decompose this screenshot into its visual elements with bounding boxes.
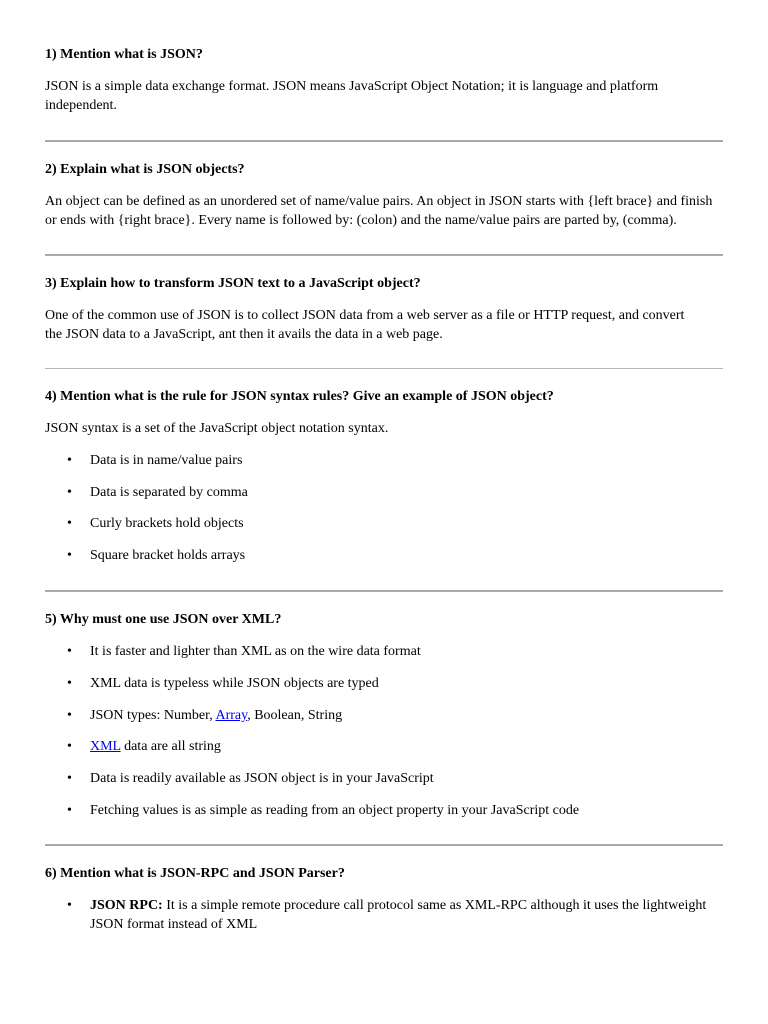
section-divider [45, 368, 723, 369]
section-4 [45, 387, 725, 565]
list-item: • XML data are all string [67, 739, 221, 754]
list-item: • Fetching values is as simple as reading from an object property in your JavaScript code [67, 803, 580, 818]
answer-paragraph: JSON is a simple data exchange format. JSON means JavaScript Object Notation; it is language and platform independent. [45, 79, 659, 113]
bullet-icon: • [67, 644, 72, 659]
answer-paragraph: JSON syntax is a set of the JavaScript object notation syntax. [45, 421, 389, 436]
question-heading: 2) Explain what is JSON objects? [45, 162, 245, 177]
section-3 [45, 274, 725, 344]
list-item: • JSON types: Number, Array, Boolean, String [67, 708, 343, 723]
xml-link[interactable]: XML [90, 739, 121, 754]
term-label: JSON RPC: [90, 898, 163, 913]
bullet-list [45, 642, 725, 820]
bullet-icon: • [67, 803, 72, 818]
bullet-icon: • [67, 739, 72, 754]
section-divider [45, 844, 723, 846]
bullet-icon: • [67, 516, 72, 531]
question-heading: 6) Mention what is JSON-RPC and JSON Parser? [45, 866, 345, 881]
list-item: • Data is in name/value pairs [67, 453, 243, 468]
answer-paragraph: One of the common use of JSON is to collect JSON data from a web server as a file or HTTP request, and convert the JSON data to a JavaScript, ant then it avails the data in a web page. [45, 308, 685, 342]
answer-paragraph: An object can be defined as an unordered set of name/value pairs. An object in JSON starts with {left brace} and finish or ends with {right brace}. Every name is followed by: (colon) and the name/value pairs are parted by, (comma). [45, 194, 713, 228]
bullet-icon: • [67, 453, 72, 468]
list-item: • Curly brackets hold objects [67, 516, 244, 531]
bullet-icon: • [67, 771, 72, 786]
question-heading: 3) Explain how to transform JSON text to a JavaScript object? [45, 276, 421, 291]
section-divider [45, 590, 723, 592]
list-item: • Data is readily available as JSON object is in your JavaScript [67, 771, 434, 786]
list-item: • It is faster and lighter than XML as on the wire data format [67, 644, 421, 659]
section-1 [45, 45, 725, 115]
list-item: • JSON RPC: It is a simple remote procedure call protocol same as XML-RPC although it uses the lightweight JSON format instead of XML [67, 898, 707, 932]
section-divider [45, 254, 723, 256]
section-divider [45, 140, 723, 142]
list-item: • Data is separated by comma [67, 485, 248, 500]
section-5 [45, 610, 725, 820]
bullet-icon: • [67, 708, 72, 723]
array-link[interactable]: Array [215, 708, 248, 723]
bullet-icon: • [67, 485, 72, 500]
section-6 [45, 864, 725, 934]
question-heading: 5) Why must one use JSON over XML? [45, 612, 282, 627]
bullet-icon: • [67, 548, 72, 563]
question-heading: 4) Mention what is the rule for JSON syntax rules? Give an example of JSON object? [45, 389, 554, 404]
question-heading: 1) Mention what is JSON? [45, 47, 203, 62]
section-2 [45, 160, 725, 230]
list-item: • XML data is typeless while JSON objects are typed [67, 676, 379, 691]
bullet-icon: • [67, 898, 72, 913]
list-item: • Square bracket holds arrays [67, 548, 246, 563]
bullet-list [45, 451, 725, 565]
bullet-icon: • [67, 676, 72, 691]
bullet-list [45, 896, 725, 934]
